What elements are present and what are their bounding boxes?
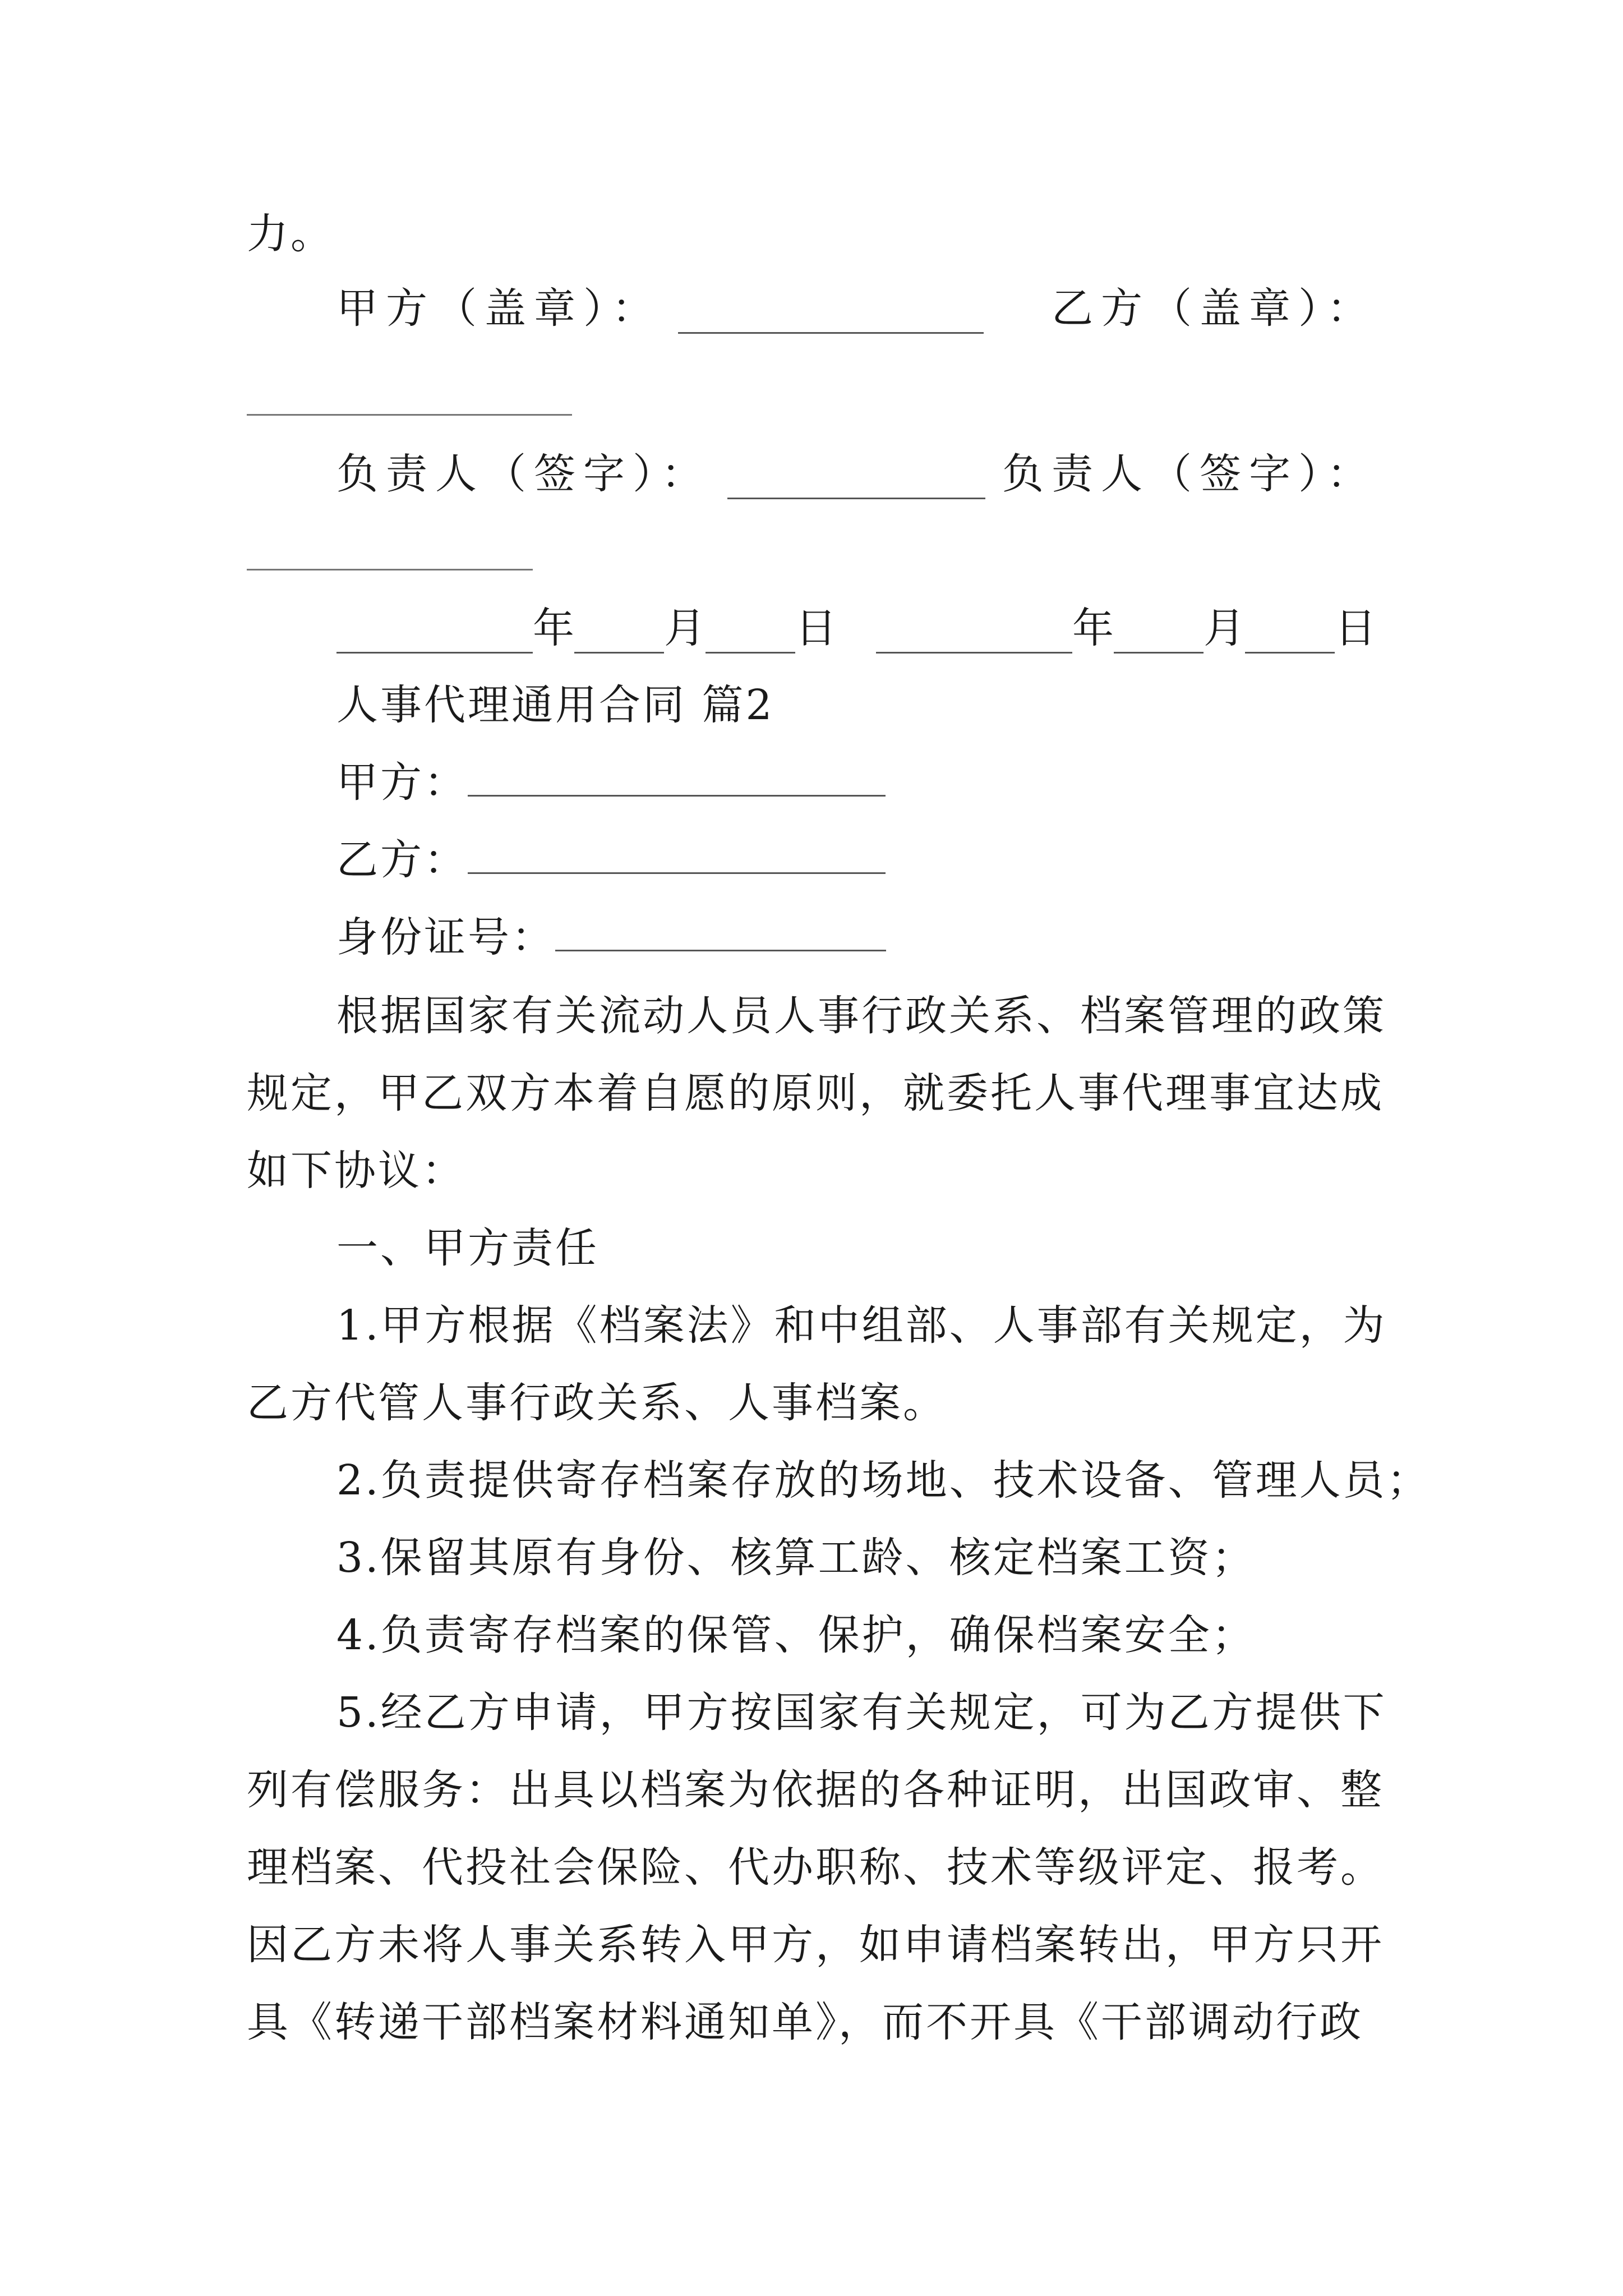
year-a-label: 年 [533, 604, 574, 652]
month-b-label: 月 [1204, 604, 1245, 652]
month-b-blank [1114, 618, 1204, 654]
party-a-field [336, 757, 1376, 808]
day-a-label: 日 [795, 604, 837, 652]
party-a-blank [468, 761, 886, 797]
party-b-blank [468, 839, 886, 874]
party-a-seal-label: 甲方（盖章）： [336, 284, 661, 333]
intro-line-2: 规定，甲乙双方本着自愿的原则，就委托人事代理事宜达成 [247, 1069, 1384, 1117]
id-number-field [336, 912, 1376, 963]
party-a-seal-blank [678, 298, 984, 334]
item-5-line-3: 理档案、代投社会保险、代办职称、技术等级评定、报考。 [247, 1843, 1384, 1892]
party-b-seal-label: 乙方（盖章）： [1052, 284, 1376, 333]
party-a-label: 甲方： [336, 758, 468, 807]
item-5-line-4: 因乙方未将人事关系转入甲方，如申请档案转出，甲方只开 [247, 1921, 1384, 1969]
party-b-label: 乙方： [336, 836, 468, 884]
intro-line-3: 如下协议： [247, 1147, 465, 1195]
id-number-label: 身份证号： [336, 913, 555, 961]
day-a-blank [706, 618, 795, 654]
principal-b-label: 负责人（签字）： [1002, 450, 1376, 498]
item-2: 2.负责提供寄存档案存放的场地、技术设备、管理人员； [336, 1456, 1431, 1504]
principal-b-blank [247, 569, 533, 570]
item-1-line-2: 乙方代管人事行政关系、人事档案。 [247, 1379, 947, 1427]
date-row [336, 603, 1376, 654]
item-3: 3.保留其原有身份、核算工龄、核定档案工资； [336, 1534, 1256, 1582]
item-5-line-2: 列有偿服务：出具以档案为依据的各种证明，出国政审、整 [247, 1766, 1384, 1814]
continued-text: 力。 [247, 210, 334, 258]
principal-a-blank [727, 464, 985, 499]
id-number-blank [555, 916, 886, 951]
day-b-blank [1245, 618, 1335, 654]
date-a [336, 603, 837, 654]
day-b-label: 日 [1335, 604, 1376, 652]
date-b [876, 603, 1376, 654]
principal-a-label: 负责人（签字）： [336, 450, 711, 498]
item-5-line-1: 5.经乙方申请，甲方按国家有关规定，可为乙方提供下 [336, 1688, 1387, 1737]
intro-line-1: 根据国家有关流动人员人事行政关系、档案管理的政策 [336, 992, 1386, 1040]
item-5-line-5: 具《转递干部档案材料通知单》，而不开具《干部调动行政 [247, 1998, 1363, 2046]
year-b-label: 年 [1072, 604, 1114, 652]
year-b-blank [876, 618, 1072, 654]
item-4: 4.负责寄存档案的保管、保护，确保档案安全； [336, 1611, 1256, 1659]
year-a-blank [336, 618, 533, 654]
section-title: 人事代理通用合同 篇2 [336, 681, 774, 729]
item-1-line-1: 1.甲方根据《档案法》和中组部、人事部有关规定，为 [336, 1301, 1387, 1350]
month-a-label: 月 [664, 604, 706, 652]
party-b-field [336, 835, 1376, 885]
month-a-blank [574, 618, 664, 654]
heading-party-a-duties: 一、甲方责任 [336, 1224, 599, 1272]
seal-row [336, 283, 1376, 334]
principal-row [336, 449, 1376, 499]
party-b-seal-blank [247, 414, 572, 416]
